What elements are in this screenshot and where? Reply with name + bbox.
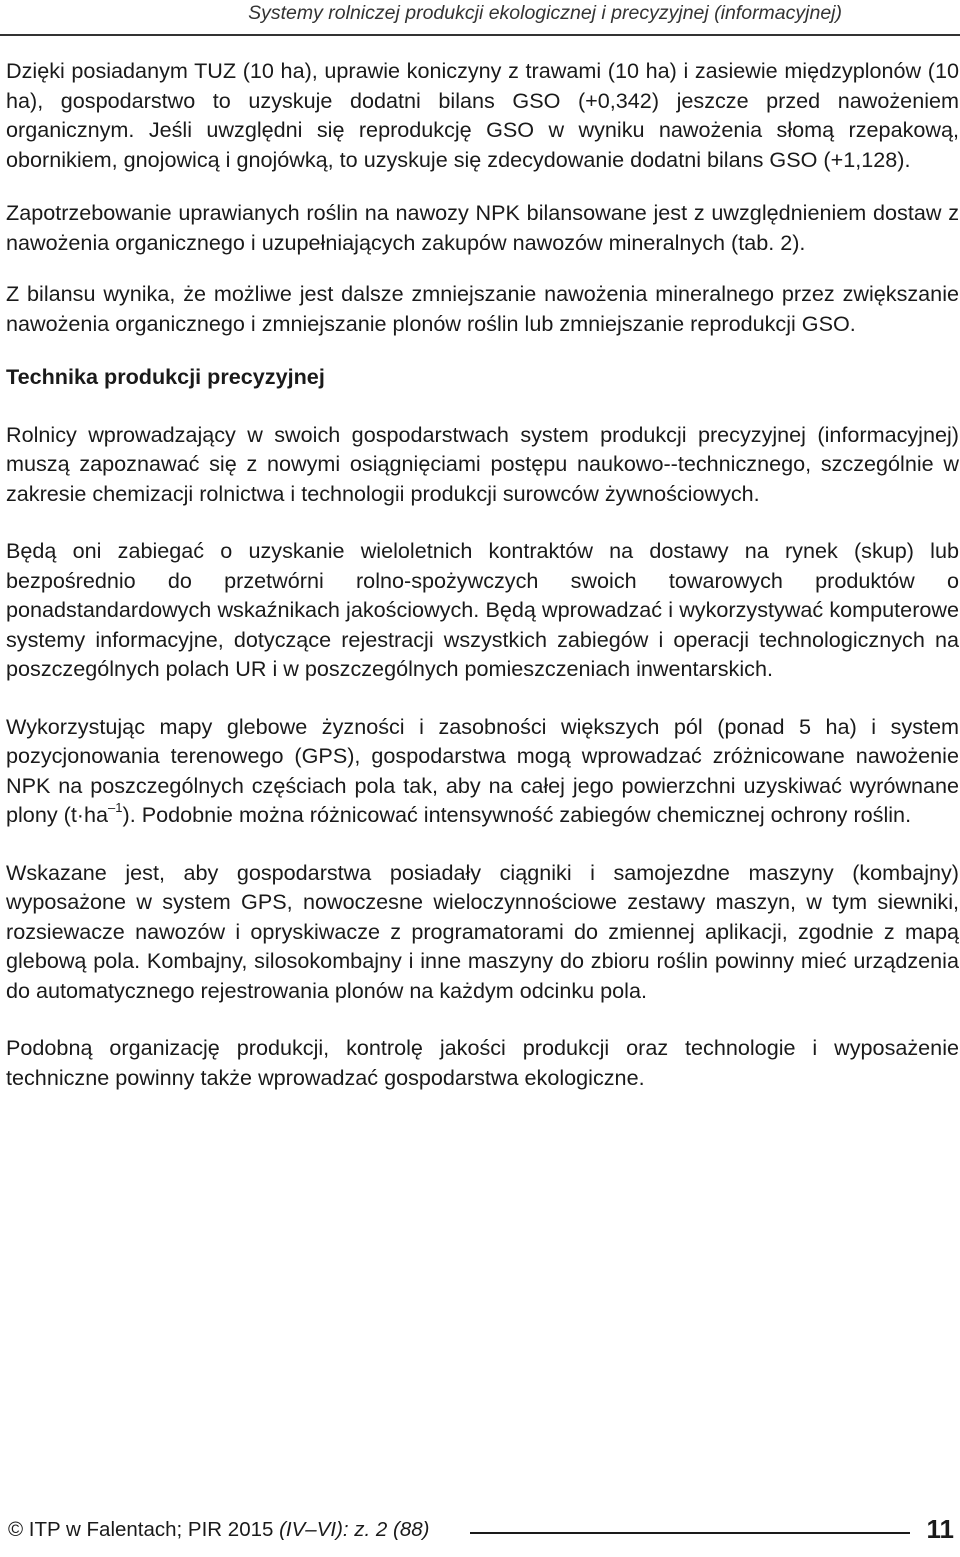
page-number: 11 xyxy=(926,1514,954,1544)
paragraph-soil-maps xyxy=(6,712,959,830)
section-heading: Technika produkcji precyzyjnej xyxy=(6,364,325,389)
paragraph-farmers-precision: Rolnicy wprowadzający w swoich gospodarstwach system produkcji precyzyjnej (informacyjnej) muszą zapoznawać się z nowymi osiągnięciami postępu naukowo--technicznego, szczególnie w zakresie chemizacji rolnictwa i technologii produkcji surowców żywnościowych. xyxy=(6,421,959,506)
footer-divider xyxy=(470,1532,910,1534)
paragraph-machinery: Wskazane jest, aby gospodarstwa posiadały ciągniki i samojezdne maszyny (kombajny) wyposażone w system GPS, nowoczesne wieloczynnościowe zestawy maszyn, w tym siewniki, rozsiewacze nawozów i opryskiwacze z programatorami do zmiennej aplikacji, zgodnie z mapą glebową pola. Kombajny, silosokombajny i inne maszyny do zbioru roślin powinny mieć urządzenia do automatycznego rejestrowania plonów na każdym odcinku pola. xyxy=(6,859,959,1003)
soil-maps-text-end: ). Podobnie można różnicować intensywność zabiegów chemicznej ochrony roślin. xyxy=(122,802,912,827)
header-divider xyxy=(0,34,960,36)
paragraph-balance-conclusion: Z bilansu wynika, że możliwe jest dalsze zmniejszanie nawożenia mineralnego przez zwiększanie nawożenia organicznego i zmniejszanie plonów roślin lub zmniejszanie reprodukcji GSO. xyxy=(6,281,959,336)
paragraph-npk-demand: Zapotrzebowanie uprawianych roślin na nawozy NPK bilansowane jest z uwzględnieniem dostaw z nawożenia organicznego i uzupełniających zakupów nawozów mineralnych (tab. 2). xyxy=(6,200,959,255)
paragraph-contracts: Będą oni zabiegać o uzyskanie wieloletnich kontraktów na dostawy na rynek (skup) lub bezpośrednio do przetwórni rolno-spożywczych swoich towarowych produktów o ponadstandardowych wskaźnikach jakościowych. Będą wprowadzać i wykorzystywać komputerowe systemy informacyjne, dotyczące rejestracji wszystkich zabiegów i operacji technologicznych na poszczególnych polach UR i w poszczególnych pomieszczeniach inwentarskich. xyxy=(6,538,959,681)
page-footer xyxy=(0,1508,960,1548)
running-title: Systemy rolniczej produkcji ekologicznej i precyzyjnej (informacyjnej) xyxy=(248,2,842,24)
footer-issue: (IV–VI): z. 2 (88) xyxy=(279,1518,430,1541)
paragraph-organic: Podobną organizację produkcji, kontrolę jakości produkcji oraz technologie i wyposażenie techniczne powinny także wprowadzać gospodarstwa ekologiczne. xyxy=(6,1035,959,1090)
paragraph-gso-balance: Dzięki posiadanym TUZ (10 ha), uprawie koniczyny z trawami (10 ha) i zasiewie międzyplonów (10 ha), gospodarstwo to uzyskuje dodatni bilans GSO (+0,342) jeszcze przed nawożeniem organicznym. Jeśli uwzględni się reprodukcję GSO w wyniku nawożenia słomą rzepakową, obornikiem, gnojowicą i gnojówką, to uzyskuje się zdecydowanie dodatni bilans GSO (+1,128). xyxy=(6,58,959,172)
article-body xyxy=(6,56,959,1092)
exponent: –1 xyxy=(108,799,123,815)
soil-maps-text: Wykorzystując mapy glebowe żyzności i zasobności większych pól (ponad 5 ha) i system pozycjonowania terenowego (GPS), gospodarstwa mogą wprowadzać zróżnicowane nawożenie NPK na poszczególnych częściach pola tak, aby na całej jego powierzchni uzyskiwać wyrównane plony (t·ha xyxy=(6,713,959,827)
footer-copyright: © ITP w Falentach; PIR 2015 xyxy=(8,1518,280,1541)
footer-citation xyxy=(8,1518,430,1542)
